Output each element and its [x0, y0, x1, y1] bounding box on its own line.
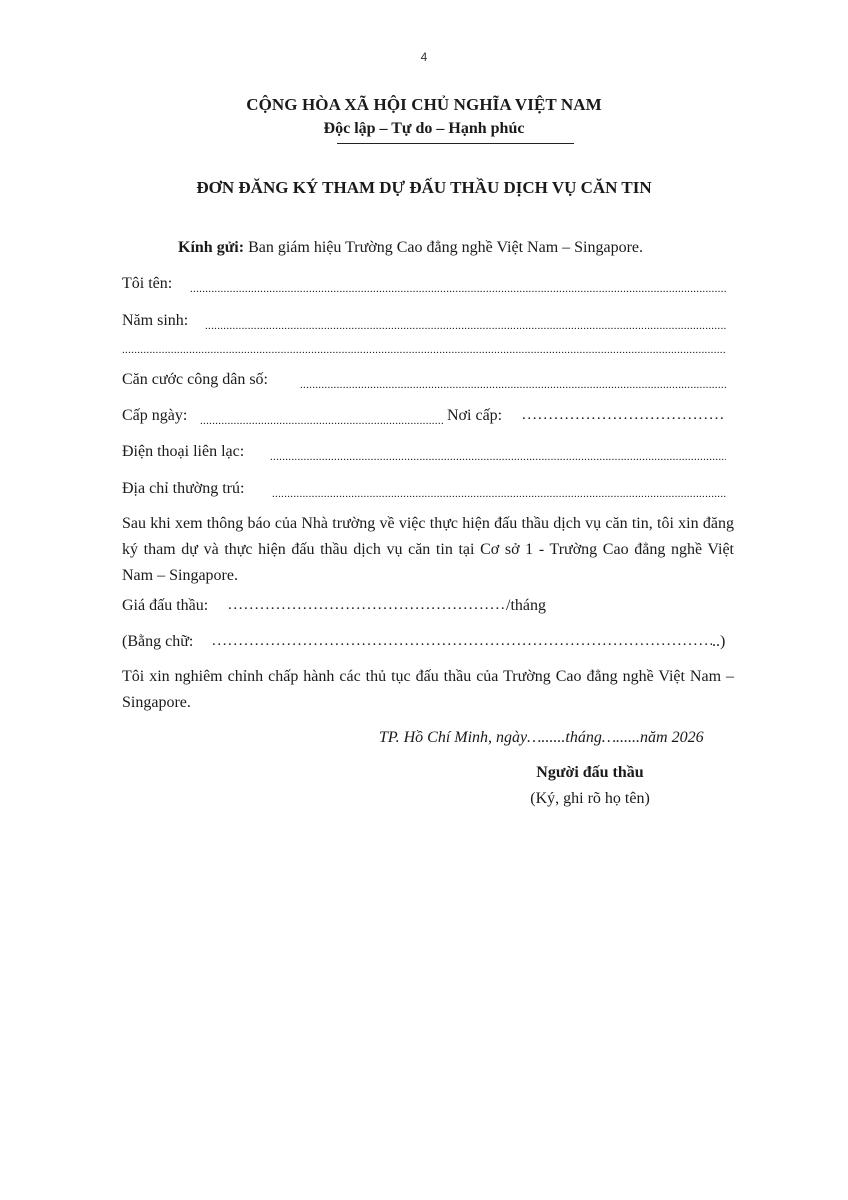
field-name-label: Tôi tên: [122, 275, 173, 292]
field-in-words-label: (Bằng chữ: [122, 633, 194, 650]
field-address-label: Địa chỉ thường trú: [122, 480, 245, 497]
national-title: CỘNG HÒA XÃ HỘI CHỦ NGHĨA VIỆT NAM [246, 95, 602, 114]
field-issue-place-label: Nơi cấp: [447, 407, 503, 424]
field-issue-place-blank[interactable] [522, 406, 724, 426]
addressee-label: Kính gửi: [178, 239, 245, 256]
signer-note: (Ký, ghi rõ họ tên) [530, 790, 650, 807]
field-birth-year-blank[interactable] [205, 313, 726, 333]
field-birth-year-blank-2[interactable] [122, 337, 726, 357]
field-id-number-blank[interactable] [300, 372, 726, 392]
signer-title: Người đấu thầu [536, 764, 644, 781]
place-and-date: TP. Hồ Chí Minh, ngày…......tháng…......năm 2026 [379, 729, 704, 746]
field-issue-date [122, 406, 187, 426]
commitment-paragraph: Tôi xin nghiêm chỉnh chấp hành các thủ tục đấu thầu của Trường Cao đẳng nghề Việt Nam – Singapore. [122, 668, 734, 711]
field-address [122, 479, 244, 499]
field-in-words-blank[interactable] [212, 632, 712, 652]
field-bid-price-blank[interactable] [228, 596, 505, 616]
intro-paragraph: Sau khi xem thông báo của Nhà trường về việc thực hiện đấu thầu dịch vụ căn tin, tôi xin đăng ký tham dự và thực hiện đấu thầu dịch vụ căn tin tại Cơ sở 1 - Trường Cao đẳng nghề Việt Nam – Singapore. [122, 515, 734, 584]
motto-underline [337, 143, 574, 144]
national-motto: Độc lập – Tự do – Hạnh phúc [323, 120, 525, 137]
field-phone [122, 442, 244, 462]
field-bid-price [122, 596, 208, 616]
field-id-number [122, 370, 268, 390]
field-bid-price-suffix: /tháng [506, 597, 546, 614]
field-phone-label: Điện thoại liên lạc: [122, 443, 245, 460]
field-in-words-suffix: ..) [712, 633, 726, 650]
field-issue-date-blank[interactable] [200, 408, 443, 428]
form-title: ĐƠN ĐĂNG KÝ THAM DỰ ĐẤU THẦU DỊCH VỤ CĂN TIN [196, 178, 652, 197]
field-issue-date-label: Cấp ngày: [122, 407, 188, 424]
field-issue-place [447, 406, 502, 426]
field-name-blank[interactable] [190, 276, 726, 296]
field-in-words [122, 632, 193, 652]
field-id-number-label: Căn cước công dân số: [122, 371, 268, 388]
field-bid-price-label: Giá đấu thầu: [122, 597, 209, 614]
field-birth-year [122, 311, 188, 331]
field-birth-year-label: Năm sinh: [122, 312, 189, 329]
addressee [178, 239, 643, 257]
field-name [122, 274, 172, 294]
field-address-blank[interactable] [272, 481, 726, 501]
field-phone-blank[interactable] [270, 444, 726, 464]
addressee-value: Ban giám hiệu Trường Cao đẳng nghề Việt Nam – Singapore. [248, 239, 644, 256]
page-number: 4 [420, 50, 428, 64]
